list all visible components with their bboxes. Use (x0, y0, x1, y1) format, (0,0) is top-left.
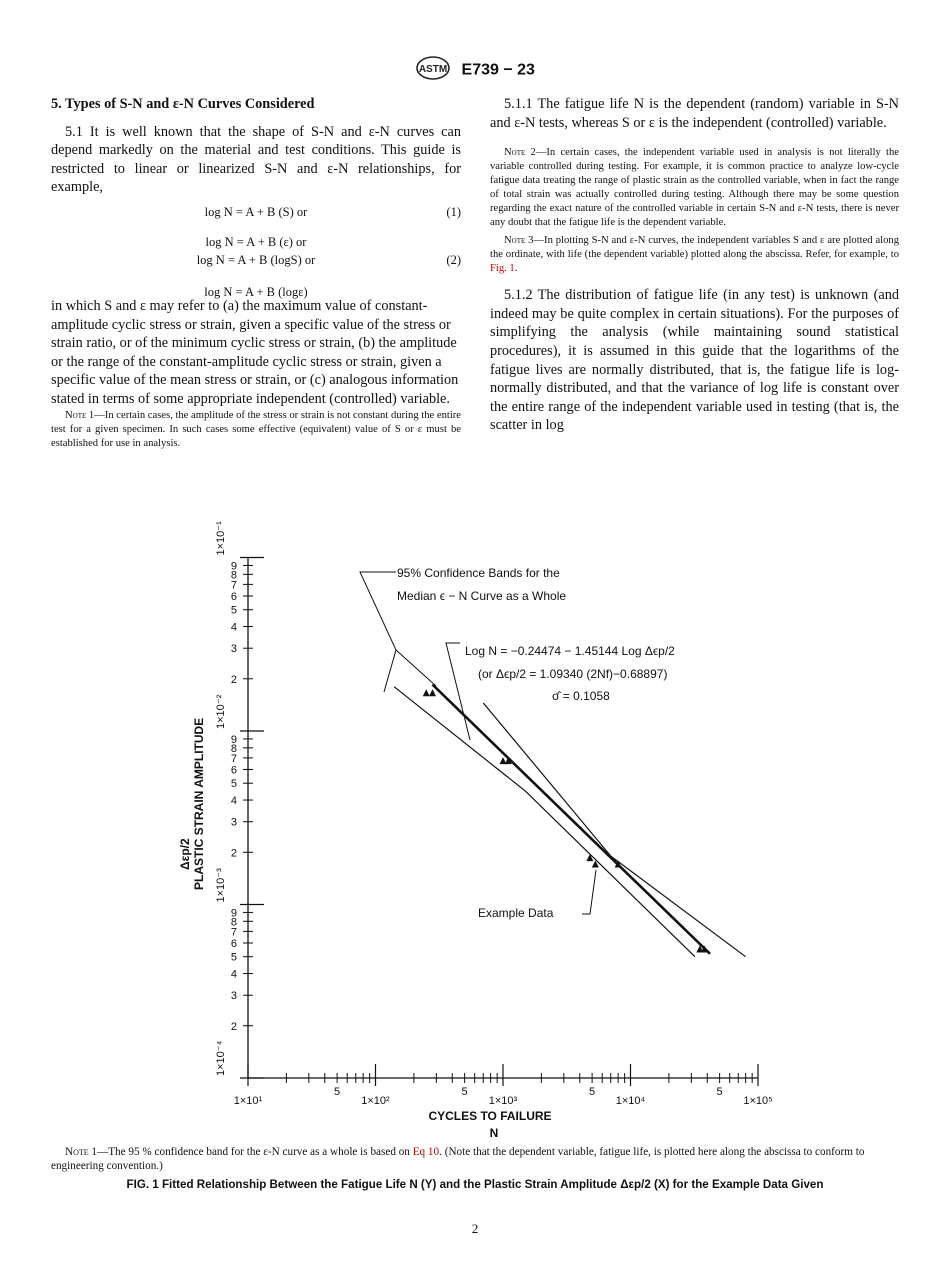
y-minor-label: 5 (230, 778, 237, 791)
y-minor-label: 4 (230, 621, 237, 634)
fit-equation-alt: (or Δϵp/2 = 1.09340 (2Nf)−0.68897) (478, 667, 668, 681)
note-3-text: —In plotting S-N and ε-N curves, the independent variables S and ε are plotted along the ordinate, with life (the dependent variable) plotted along the abscissa. Refer, for example, to (490, 235, 900, 261)
y-minor-label: 3 (230, 643, 237, 656)
y-minor-label: 7 (230, 926, 237, 939)
x-five-label: 5 (334, 1086, 341, 1098)
y-minor-label: 6 (230, 590, 237, 603)
y-minor-label: 4 (230, 795, 237, 808)
x-decade-label: 1×10³ (488, 1095, 518, 1107)
section-title: 5. Types of S-N and ε-N Curves Considered (51, 96, 315, 112)
paragraph-5-1-1: 5.1.1 The fatigue life N is the dependent (random) variable in S-N and ε-N tests, whereas S or ε is the independent (controlled) variable. (490, 96, 899, 131)
data-point (423, 689, 430, 696)
chart-annotations (178, 566, 675, 1140)
x-five-label: 5 (589, 1086, 596, 1098)
band-label-line1: 95% Confidence Bands for the (397, 566, 560, 580)
y-minor-label: 2 (230, 847, 237, 860)
equation-1-number: (1) (446, 204, 461, 219)
equation-2b-text: log N = A + B (logε) (204, 284, 308, 299)
median-fit-line (433, 685, 711, 954)
y-decade-label: 1×10⁻¹ (215, 521, 227, 556)
y-minor-label: 8 (230, 916, 237, 929)
note-1-text: —In certain cases, the amplitude of the stress or strain is not constant during the entire test for a given specimen. In such cases some effective (equivalent) value of S or ε must be established for use in analysis. (51, 409, 461, 449)
equation-1b-text: log N = A + B (ε) or (205, 234, 307, 249)
paragraph-5-1: 5.1 It is well known that the shape of S-N and ε-N curves can depend markedly on the material and test conditions. This guide is restricted to linear or linearized S-N and ε-N relationships, for example, (51, 123, 461, 196)
y-minor-label: 4 (230, 968, 237, 981)
y-axis-title: PLASTIC STRAIN AMPLITUDE (192, 717, 206, 890)
paragraph-5-1-2: 5.1.2 The distribution of fatigue life (in any test) is unknown (and indeed may be quite complex in certain situations). For the purposes of simplifying the analysis (while maintaining sound statistical procedures), it is assumed in this guide that the logarithms of the fatigue lives are normally distributed, that is, the fatigue life is log-normally distributed, and that the variance of log life is constant over the entire range of the independent variable used in testing (that is, the scatter in log (490, 287, 899, 434)
note-3-end: . (514, 263, 518, 275)
page-number: 2 (471, 1221, 479, 1236)
y-minor-label: 5 (230, 604, 237, 617)
y-minor-label: 5 (230, 951, 237, 964)
right-column (490, 95, 899, 435)
y-decade-label: 1×10⁻⁴ (215, 1040, 227, 1076)
note-1 (51, 409, 461, 451)
equation-2a (51, 251, 461, 269)
figure-1-chart (0, 521, 950, 1140)
sigma-hat: σ̂ = 0.1058 (552, 689, 610, 703)
astm-logo-icon (415, 56, 451, 85)
equation-2b (51, 283, 461, 301)
y-minor-label: 9 (230, 560, 237, 573)
equation-1b (51, 233, 461, 251)
note-3 (490, 234, 899, 276)
y-decade-label: 1×10⁻³ (215, 868, 227, 903)
note-3-label: Note 3 (504, 235, 534, 247)
equation-2a-text: log N = A + B (logS) or (196, 252, 316, 267)
example-data-label: Example Data (478, 906, 554, 920)
y-minor-label: 7 (230, 752, 237, 765)
paragraph-after-equations: in which S and ε may refer to (a) the maximum value of constant-amplitude cyclic stress or strain, given a specific value of the stress or strain ratio, or of the minimum cyclic stress or strain, (b) the amplitude or the range of the constant-amplitude cyclic stress or strain, given a specific value of the mean stress or strain, or (c) analogous information stated in terms of some appropriate independent (controlled) variable. (51, 297, 459, 407)
page-header (0, 56, 950, 85)
x-decade-label: 1×10⁴ (615, 1095, 646, 1107)
fit-equation: Log N = −0.24474 − 1.45144 Log Δϵp/2 (465, 644, 675, 658)
leader-line (360, 572, 396, 692)
equation-1a-text: log N = A + B (S) or (204, 204, 308, 219)
y-minor-label: 9 (230, 733, 237, 746)
note-2 (490, 146, 899, 230)
left-column (51, 95, 461, 451)
y-minor-label: 9 (230, 907, 237, 920)
y-minor-label: 3 (230, 990, 237, 1003)
figure-caption: FIG. 1 Fitted Relationship Between the Fatigue Life N (Y) and the Plastic Strain Amplitude Δεp/2 (X) for the Example Data Given (126, 1178, 824, 1191)
equation-1a (51, 203, 461, 221)
y-axis-variable: Δεp/2 (178, 838, 192, 870)
chart-points (423, 689, 708, 952)
leader-line (396, 650, 436, 686)
equation-2-number: (2) (446, 252, 461, 267)
y-minor-label: 6 (230, 937, 237, 950)
x-decade-label: 1×10⁵ (743, 1095, 773, 1107)
x-axis-variable: N (489, 1126, 499, 1140)
band-label-line2: Median ϵ − N Curve as a Whole (397, 589, 567, 603)
logo-text: ASTM (418, 64, 448, 75)
eq-10-link[interactable]: Eq 10 (412, 1146, 440, 1158)
x-five-label: 5 (461, 1086, 468, 1098)
y-minor-label: 8 (230, 742, 237, 755)
y-minor-label: 6 (230, 764, 237, 777)
y-minor-label: 2 (230, 673, 237, 686)
chart-lines (360, 572, 746, 957)
figure-note (51, 1145, 899, 1173)
y-minor-label: 8 (230, 569, 237, 582)
note-2-label: Note 2 (504, 147, 536, 159)
x-five-label: 5 (716, 1086, 723, 1098)
data-point (429, 689, 436, 696)
x-decade-label: 1×10¹ (233, 1095, 263, 1107)
leader-line (582, 870, 596, 914)
note-2-text: —In certain cases, the independent variable used in analysis is not literally the variable controlled during testing. For example, it is common practice to analyze low-cycle fatigue data treating the range of plastic strain as the controlled variable, when in fact the range of total strain was actually controlled during testing. Although there may be some question regarding the exact nature of the controlled variable in certain S-N and ε-N tests, there is never any doubt that the fatigue life is the dependent variable. (490, 147, 899, 229)
data-point (586, 854, 593, 861)
chart-axes (215, 521, 773, 1107)
y-decade-label: 1×10⁻² (215, 694, 227, 729)
y-minor-label: 2 (230, 1020, 237, 1033)
x-decade-label: 1×10² (361, 1095, 390, 1107)
fig-1-link[interactable]: Fig. 1 (490, 263, 515, 275)
y-minor-label: 3 (230, 816, 237, 829)
figure-note-label: Note 1 (65, 1146, 98, 1158)
note-1-label: Note 1 (65, 409, 95, 421)
y-minor-label: 7 (230, 579, 237, 592)
x-axis-title: CYCLES TO FAILURE (428, 1109, 552, 1123)
standard-designation: E739 − 23 (461, 61, 535, 79)
figure-note-text-a: —The 95 % confidence band for the ε-N curve as a whole is based on (97, 1146, 413, 1158)
figure-note-text-b: . (Note that the dependent variable, fatigue life, is plotted here along the abscissa to conform to engineering convention.) (51, 1146, 865, 1172)
